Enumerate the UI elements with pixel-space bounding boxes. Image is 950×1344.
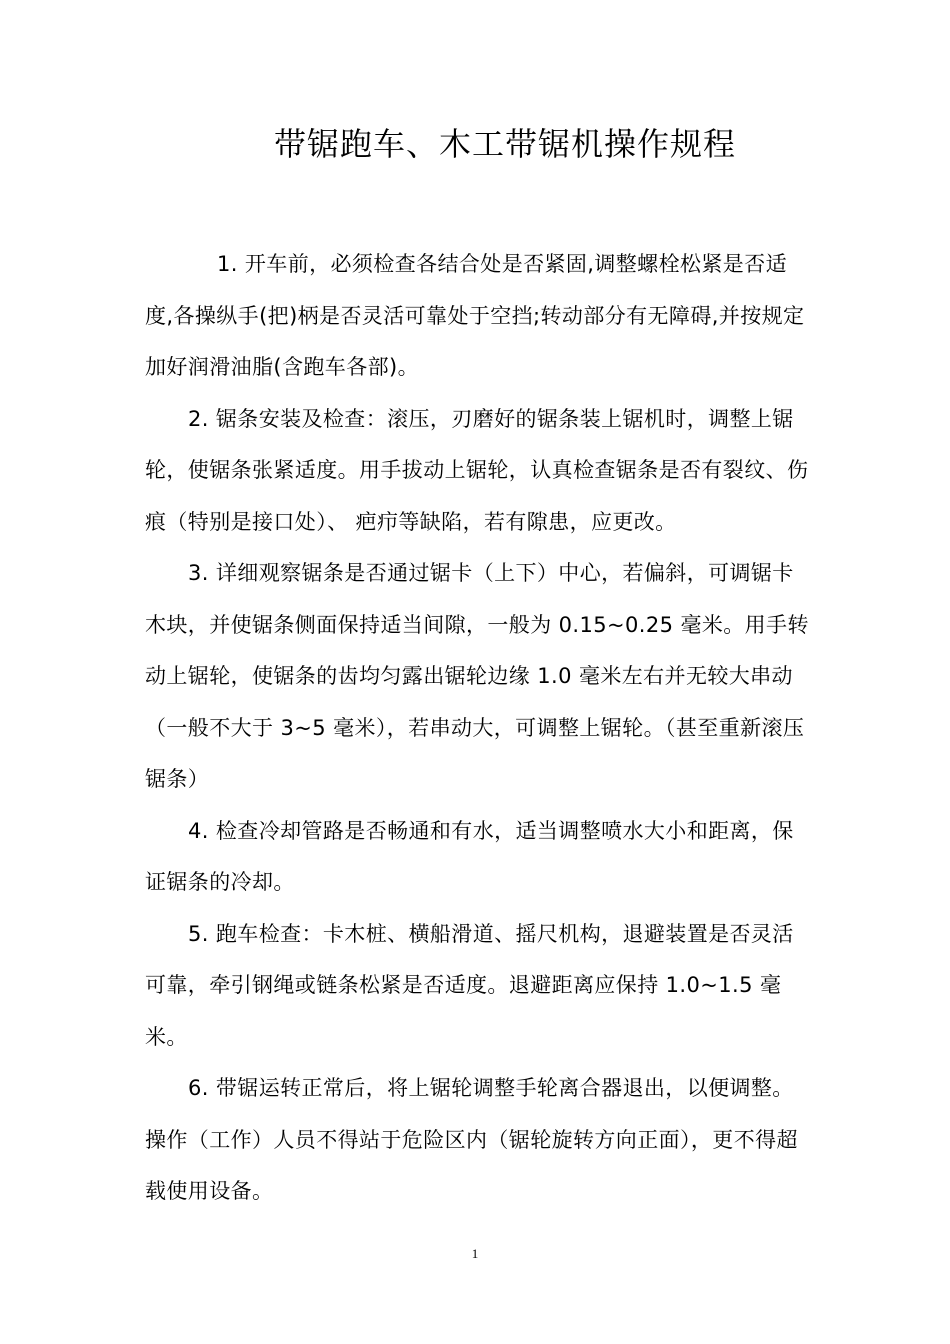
paragraph-6: 6. 带锯运转正常后，将上锯轮调整手轮离合器退出，以便调整。操作（工作）人员不得站于危险区内（锯轮旋转方向正面），更不得超载使用设备。 — [145, 1076, 798, 1203]
paragraph-5: 5. 跑车检查：卡木桩、横船滑道、摇尺机构，退避装置是否灵活可靠，牵引钢绳或链条松紧是否适度。退避距离应保持 1.0~1.5 毫米。 — [145, 921, 794, 1049]
page-number: 1 — [471, 1246, 479, 1261]
document-title: 带锯跑车、木工带锯机操作规程 — [273, 125, 736, 163]
paragraph-4: 4. 检查冷却管路是否畅通和有水，适当调整喷水大小和距离，保证锯条的冷却。 — [145, 818, 794, 894]
paragraph-2: 2. 锯条安装及检查：滚压，刃磨好的锯条装上锯机时，调整上锯轮，使锯条张紧适度。用手拔动上锯轮，认真检查锯条是否有裂纹、伤痕（特别是接口处）、 疤疖等缺陷，若有隙患，应更改。 — [145, 406, 809, 534]
paragraph-3: 3. 详细观察锯条是否通过锯卡（上下）中心，若偏斜，可调锯卡木块，并使锯条侧面保持适当间隙，一般为 0.15~0.25 毫米。用手转动上锯轮，使锯条的齿均匀露出锯轮边缘 1.0 毫米左右并无较大串动（一般不大于 3~5 毫米），若串动大，可调整上锯轮。（甚至重新滚压锯条） — [145, 561, 809, 791]
document-body — [145, 239, 809, 1218]
paragraph-1: 1. 开车前，必须检查各结合处是否紧固,调整螺栓松紧是否适度,各操纵手(把)柄是否灵活可靠处于空挡;转动部分有无障碍,并按规定加好润滑油脂(含跑车各部)。 — [145, 252, 805, 379]
